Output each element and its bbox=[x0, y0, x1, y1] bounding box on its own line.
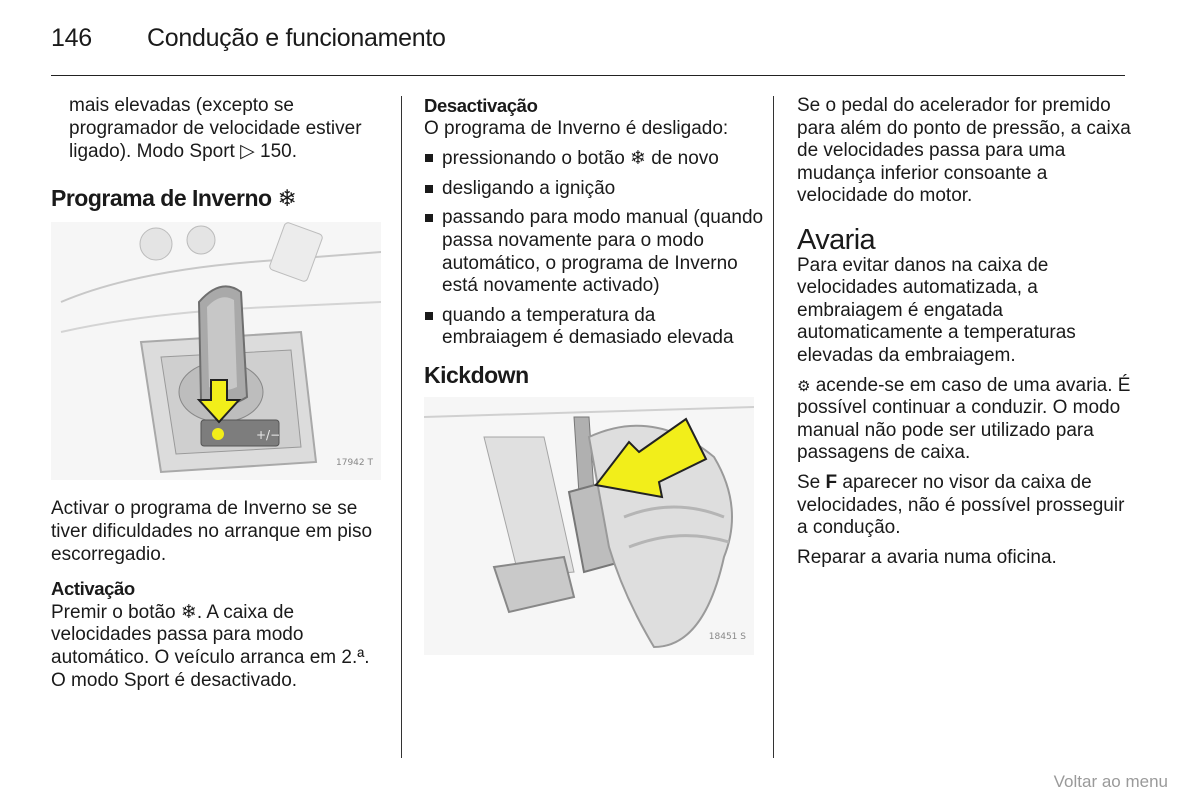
column-divider-1 bbox=[401, 96, 402, 758]
deactivation-heading: Desactivação bbox=[424, 95, 538, 116]
back-to-menu-link[interactable]: Voltar ao menu bbox=[1053, 772, 1168, 791]
list-item bbox=[424, 207, 764, 297]
snowflake-icon: ❄ bbox=[277, 185, 297, 212]
list-item-text: passando para modo manual (quando passa novamente para o modo automático, o programa de Inverno está novamente activado) bbox=[442, 207, 764, 297]
gearbox-warning-icon: ⚙ bbox=[797, 376, 811, 395]
activation-text: Premir o botão bbox=[51, 601, 176, 623]
list-item bbox=[424, 147, 764, 171]
list-item-text: de novo bbox=[651, 148, 719, 170]
section-heading-avaria: Avaria bbox=[797, 223, 876, 256]
gear-lever-illustration bbox=[51, 222, 381, 480]
section-heading-text: Programa de Inverno bbox=[51, 184, 272, 211]
deactivation-list bbox=[424, 147, 764, 350]
column-1 bbox=[51, 95, 386, 692]
reference-arrow-icon: ▷ bbox=[240, 140, 255, 163]
page-header bbox=[51, 24, 446, 53]
section-heading-kickdown: Kickdown bbox=[424, 361, 529, 388]
pedal-illustration bbox=[424, 397, 754, 655]
figure-code: 17942 T bbox=[336, 457, 373, 468]
section-heading-winter bbox=[51, 184, 386, 212]
warning-paragraph bbox=[797, 375, 1137, 465]
figure-code: 18451 S bbox=[708, 631, 746, 642]
bullet-square-icon bbox=[425, 185, 433, 193]
activation-text-cont: . A caixa de velocidades passa para modo automático. O veículo arranca em 2.ª. O modo Sport é desactivado. bbox=[51, 601, 370, 691]
list-item bbox=[424, 305, 764, 350]
list-item-text: pressionando o botão bbox=[442, 148, 625, 170]
warning-text: acende-se em caso de uma avaria. É possível continuar a conduzir. O modo manual não pode ser utilizado para passagens de caixa. bbox=[797, 374, 1131, 464]
intro-paragraph bbox=[51, 95, 386, 164]
avaria-paragraph: Para evitar danos na caixa de velocidades automatizada, a embraiagem é engatada automaticamente a temperaturas elevadas da embraiagem. bbox=[797, 254, 1076, 366]
fault-paragraph bbox=[797, 472, 1137, 540]
activation-heading: Activação bbox=[51, 578, 135, 600]
header-rule bbox=[51, 75, 1125, 76]
repair-paragraph: Reparar a avaria numa oficina. bbox=[797, 546, 1057, 568]
activation-paragraph bbox=[51, 601, 386, 692]
page-number: 146 bbox=[51, 24, 92, 52]
intro-text: mais elevadas (excepto se programador de velocidade estiver ligado). Modo Sport bbox=[69, 95, 362, 163]
bullet-square-icon bbox=[425, 312, 433, 320]
display-letter: F bbox=[825, 471, 838, 493]
fault-text: Se bbox=[797, 471, 821, 493]
svg-text:+/−: +/− bbox=[256, 428, 281, 443]
kickdown-figure bbox=[424, 397, 754, 655]
list-item-text: desligando a ignição bbox=[442, 177, 616, 199]
page-reference-link[interactable]: 150. bbox=[260, 141, 297, 163]
bullet-square-icon bbox=[425, 214, 433, 222]
winter-paragraph: Activar o programa de Inverno se se tiver dificuldades no arranque em piso escorregadio. bbox=[51, 498, 373, 565]
bullet-square-icon bbox=[425, 154, 433, 162]
page-title: Condução e funcionamento bbox=[147, 24, 446, 52]
list-item bbox=[424, 178, 764, 201]
snowflake-icon: ❄ bbox=[630, 147, 646, 170]
column-divider-2 bbox=[773, 96, 774, 758]
snowflake-icon: ❄ bbox=[180, 600, 197, 623]
fault-text-cont: aparecer no visor da caixa de velocidades, não é possível prosseguir a condução. bbox=[797, 471, 1125, 539]
deactivation-intro: O programa de Inverno é desligado: bbox=[424, 117, 729, 139]
column-3 bbox=[797, 95, 1137, 569]
kickdown-paragraph: Se o pedal do acelerador for premido para além do ponto de pressão, a caixa de velocidades passa para uma mudança inferior consoante a velocidade do motor. bbox=[797, 95, 1131, 207]
gear-lever-figure bbox=[51, 222, 381, 480]
column-2 bbox=[424, 95, 764, 655]
list-item-text: quando a temperatura da embraiagem é demasiado elevada bbox=[442, 304, 734, 349]
